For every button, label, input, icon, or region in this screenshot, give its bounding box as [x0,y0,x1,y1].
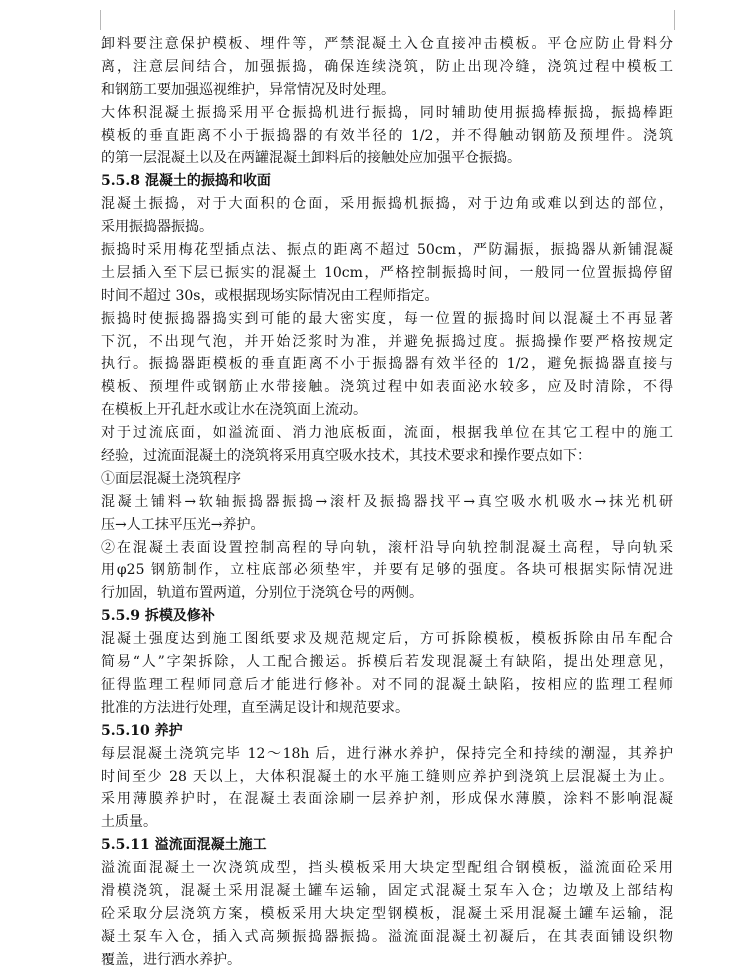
text-line: 对于过流底面，如溢流面、消力池底板面，流面，根据我单位在其它工程中的施工 [101,425,673,442]
text-line: 的第一层混凝土以及在两罐混凝土卸料后的接触处应加强平仓振捣。 [101,150,521,167]
paragraph [101,193,673,239]
paragraph [101,743,673,835]
text-line: 模板、预埋件或钢筋止水带接触。浇筑过程中如表面泌水较多，应及时清除，不得 [101,379,673,396]
text-line: 大体积混凝土振捣采用平仓振捣机进行振捣，同时辅助使用振捣棒振捣，振捣棒距 [101,104,673,121]
text-line: 每层混凝土浇筑完毕 12～18h 后，进行淋水养护，保持完全和持续的潮湿，其养护 [101,745,673,762]
crop-mark-top-right [674,10,676,30]
text-line: 混凝土振捣，对于大面积的仓面，采用振捣机振捣，对于边角或难以到达的部位， [101,196,673,213]
text-line: 压→人工抹平压光→养护。 [101,516,265,533]
text-line: 采用振捣器振捣。 [101,219,213,236]
text-line: 凝土泵车入仓，插入式高频振捣器振捣。溢流面混凝土初凝后，在其表面铺设织物 [101,928,673,945]
text-line: ①面层混凝土浇筑程序 [101,470,241,487]
paragraph [101,628,673,720]
paragraph [101,537,673,606]
section-heading: 5.5.8 混凝土的振捣和收面 [101,173,271,190]
text-line: 批准的方法进行处理，直至满足设计和规范要求。 [101,699,409,716]
text-line: 采用薄膜养护时，在混凝土表面涂刷一层养护剂，形成保水薄膜，涂料不影响混凝 [101,791,673,808]
section-heading: 5.5.11 溢流面混凝土施工 [101,837,267,854]
section-heading: 5.5.10 养护 [101,722,183,739]
document-body [101,33,673,972]
text-line: 振捣时使振捣器捣实到可能的最大密实度，每一位置的振捣时间以混凝土不再显著 [101,310,673,327]
text-line: 简易“人”字架拆除，人工配合搬运。拆模后若发现混凝土有缺陷，提出处理意见， [101,654,673,671]
paragraph [101,102,673,171]
text-line: 混凝土铺料→软轴振捣器振捣→滚杆及振捣器找平→真空吸水机吸水→抹光机研 [101,493,673,510]
text-line: 下沉，不出现气泡，并开始泛浆时为准，并避免振捣过度。振捣操作要严格按规定 [101,333,673,350]
text-line: 时间不超过 30s，或根据现场实际情况由工程师指定。 [101,287,439,304]
text-line: 混凝土强度达到施工图纸要求及规范规定后，方可拆除模板，模板拆除由吊车配合 [101,631,673,648]
text-line: 土层插入至下层已振实的混凝土 10cm，严格控制振捣时间，一般同一位置振捣停留 [101,264,673,281]
paragraph [101,468,673,491]
text-line: 在模板上开孔赶水或让水在浇筑面上流动。 [101,402,367,419]
text-line: 模板的垂直距离不小于振捣器的有效半径的 1/2，并不得触动钢筋及预埋件。浇筑 [101,127,673,144]
text-line: 覆盖，进行洒水养护。 [101,951,241,968]
text-line: 土质量。 [101,814,157,831]
text-line: 行加固，轨道布置两道，分别位于浇筑仓号的两侧。 [101,585,423,602]
paragraph [101,308,673,422]
text-line: 经验，过流面混凝土的浇筑将采用真空吸水技术，其技术要求和操作要点如下： [101,448,591,465]
text-line: ②在混凝土表面设置控制高程的导向轨，滚杆沿导向轨控制混凝土高程，导向轨采 [101,539,673,556]
crop-mark-top-left [100,10,102,30]
text-line: 征得监理工程师同意后才能进行修补。对不同的混凝土缺陷，按相应的监理工程师 [101,676,673,693]
paragraph [101,422,673,468]
text-line: 滑模浇筑，混凝土采用混凝土罐车运输，固定式混凝土泵车入仓；边墩及上部结构 [101,882,673,899]
text-line: 卸料要注意保护模板、埋件等，严禁混凝土入仓直接冲击模板。平仓应防止骨料分 [101,36,673,52]
text-line: 用φ25 钢筋制作，立柱底部必须垫牢，并要有足够的强度。各块可根据实际情况进 [101,562,673,579]
paragraph [101,33,673,102]
text-line: 时间至少 28 天以上，大体积混凝土的水平施工缝则应养护到浇筑上层混凝土为止。 [101,768,673,785]
text-line: 砼采取分层浇筑方案，模板采用大块定型钢模板，混凝土采用混凝土罐车运输，混 [101,905,673,922]
paragraph [101,491,673,537]
text-line: 溢流面混凝土一次浇筑成型，挡头模板采用大块定型配组合钢模板，溢流面砼采用 [101,860,673,877]
text-line: 和钢筋工要加强巡视维护，异常情况及时处理。 [101,81,395,98]
paragraph [101,857,673,971]
paragraph [101,239,673,308]
text-line: 振捣时采用梅花型插点法、振点的距离不超过 50cm，严防漏振，振捣器从新铺混凝 [101,242,673,259]
text-line: 离，注意层间结合，加强振捣，确保连续浇筑，防止出现冷缝，浇筑过程中模板工 [101,58,673,75]
text-line: 执行。振捣器距模板的垂直距离不小于振捣器有效半径的 1/2，避免振捣器直接与 [101,356,673,373]
section-heading: 5.5.9 拆模及修补 [101,608,215,625]
